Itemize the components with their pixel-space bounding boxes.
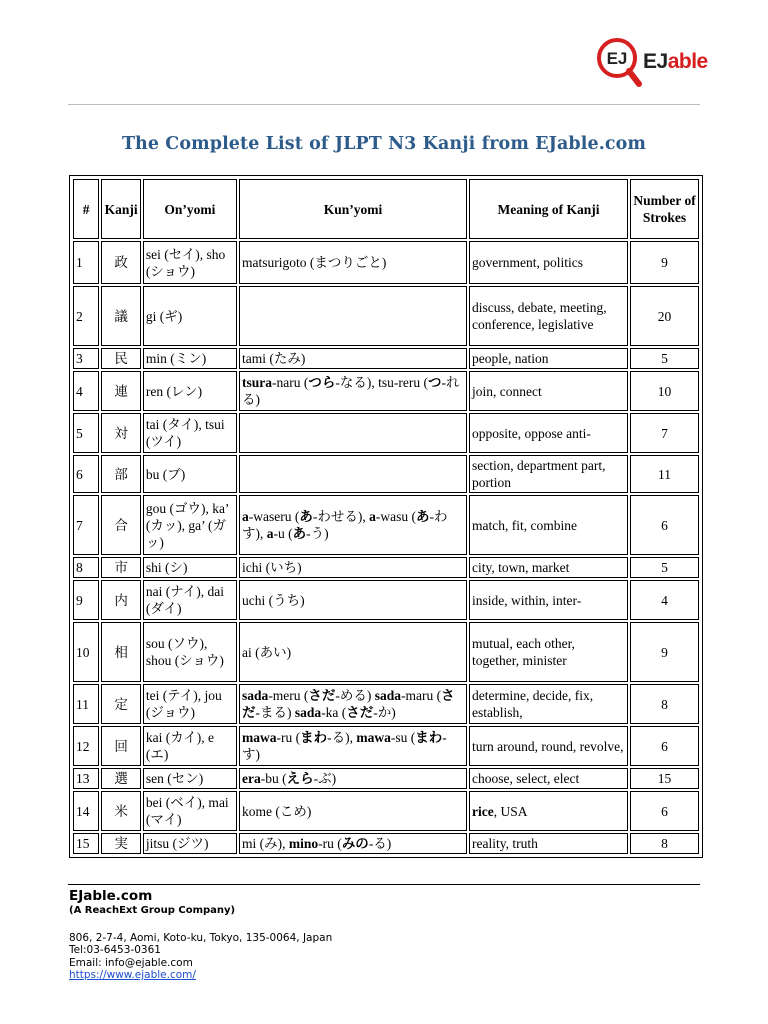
- cell-strokes: 5: [630, 557, 699, 578]
- cell-meaning: discuss, debate, meeting, conference, legislative: [469, 286, 628, 346]
- cell-onyomi: sen (セン): [143, 768, 237, 789]
- cell-meaning: city, town, market: [469, 557, 628, 578]
- cell-meaning: people, nation: [469, 348, 628, 369]
- table-row: [73, 580, 699, 620]
- table-row: [73, 684, 699, 724]
- table-row: [73, 791, 699, 831]
- cell-number: 15: [73, 833, 99, 854]
- cell-meaning: join, connect: [469, 371, 628, 411]
- cell-meaning: opposite, oppose anti-: [469, 413, 628, 453]
- cell-kunyomi: matsurigoto (まつりごと): [239, 241, 467, 284]
- col-kanji-header: Kanji: [101, 179, 141, 239]
- cell-strokes: 11: [630, 455, 699, 493]
- table-row: [73, 622, 699, 682]
- cell-number: 3: [73, 348, 99, 369]
- cell-onyomi: bu (ブ): [143, 455, 237, 493]
- cell-onyomi: nai (ナイ), dai (ダイ): [143, 580, 237, 620]
- cell-kanji: 部: [101, 455, 141, 493]
- cell-strokes: 6: [630, 495, 699, 555]
- cell-kunyomi: ai (あい): [239, 622, 467, 682]
- cell-meaning: choose, select, elect: [469, 768, 628, 789]
- cell-number: 11: [73, 684, 99, 724]
- cell-number: 14: [73, 791, 99, 831]
- cell-kunyomi: sada-meru (さだ-める) sada-maru (さだ-まる) sada-ka (さだ-か): [239, 684, 467, 724]
- table-row: [73, 495, 699, 555]
- cell-onyomi: sei (セイ), sho (ショウ): [143, 241, 237, 284]
- cell-kunyomi: tami (たみ): [239, 348, 467, 369]
- cell-strokes: 15: [630, 768, 699, 789]
- table-row: [73, 455, 699, 493]
- cell-number: 12: [73, 726, 99, 766]
- cell-meaning: mutual, each other, together, minister: [469, 622, 628, 682]
- table-row: [73, 557, 699, 578]
- kanji-table: [71, 177, 701, 856]
- footer-tel: Tel:03-6453-0361: [69, 944, 161, 956]
- page-title: The Complete List of JLPT N3 Kanji from EJable.com: [121, 134, 647, 154]
- cell-onyomi: sou (ソウ), shou (ショウ): [143, 622, 237, 682]
- cell-meaning: determine, decide, fix, establish,: [469, 684, 628, 724]
- footer-company: EJable.com: [69, 888, 153, 904]
- cell-number: 6: [73, 455, 99, 493]
- cell-number: 4: [73, 371, 99, 411]
- magnifier-logo-icon: [595, 36, 643, 88]
- logo-wordmark: EJable: [643, 50, 708, 73]
- cell-meaning: section, department part, portion: [469, 455, 628, 493]
- cell-kunyomi: kome (こめ): [239, 791, 467, 831]
- cell-strokes: 4: [630, 580, 699, 620]
- table-body: [73, 241, 699, 854]
- table-row: [73, 241, 699, 284]
- table-row: [73, 348, 699, 369]
- cell-kanji: 定: [101, 684, 141, 724]
- cell-kunyomi: tsura-naru (つら-なる), tsu-reru (つ-れる): [239, 371, 467, 411]
- ejable-logo[interactable]: [595, 36, 708, 86]
- table-row: [73, 413, 699, 453]
- cell-onyomi: min (ミン): [143, 348, 237, 369]
- cell-meaning: inside, within, inter-: [469, 580, 628, 620]
- cell-kunyomi: [239, 413, 467, 453]
- table-row: [73, 286, 699, 346]
- cell-onyomi: tai (タイ), tsui (ツイ): [143, 413, 237, 453]
- cell-kunyomi: [239, 455, 467, 493]
- footer-divider: [68, 884, 700, 885]
- cell-kunyomi: uchi (うち): [239, 580, 467, 620]
- cell-kanji: 選: [101, 768, 141, 789]
- cell-onyomi: bei (ベイ), mai (マイ): [143, 791, 237, 831]
- cell-number: 10: [73, 622, 99, 682]
- table-row: [73, 371, 699, 411]
- footer-email: Email: info@ejable.com: [69, 956, 193, 969]
- cell-kunyomi: ichi (いち): [239, 557, 467, 578]
- table-header-row: [73, 179, 699, 239]
- cell-number: 9: [73, 580, 99, 620]
- table-row: [73, 768, 699, 789]
- cell-kanji: 合: [101, 495, 141, 555]
- cell-number: 13: [73, 768, 99, 789]
- cell-meaning: match, fit, combine: [469, 495, 628, 555]
- footer-website-link[interactable]: https://www.ejable.com/: [69, 969, 196, 981]
- cell-strokes: 6: [630, 726, 699, 766]
- cell-kanji: 実: [101, 833, 141, 854]
- table-row: [73, 726, 699, 766]
- cell-number: 7: [73, 495, 99, 555]
- col-onyomi-header: On’yomi: [143, 179, 237, 239]
- cell-meaning: reality, truth: [469, 833, 628, 854]
- cell-strokes: 20: [630, 286, 699, 346]
- cell-strokes: 10: [630, 371, 699, 411]
- cell-kanji: 相: [101, 622, 141, 682]
- cell-meaning: turn around, round, revolve,: [469, 726, 628, 766]
- cell-onyomi: gi (ギ): [143, 286, 237, 346]
- cell-number: 1: [73, 241, 99, 284]
- col-kunyomi-header: Kun’yomi: [239, 179, 467, 239]
- cell-kanji: 政: [101, 241, 141, 284]
- cell-strokes: 7: [630, 413, 699, 453]
- cell-onyomi: jitsu (ジツ): [143, 833, 237, 854]
- cell-onyomi: gou (ゴウ), ka’ (カッ), ga’ (ガッ): [143, 495, 237, 555]
- cell-meaning: government, politics: [469, 241, 628, 284]
- cell-kunyomi: [239, 286, 467, 346]
- cell-meaning: rice, USA: [469, 791, 628, 831]
- svg-text:EJ: EJ: [606, 49, 628, 68]
- footer-address: 806, 2-7-4, Aomi, Koto-ku, Tokyo, 135-0064, Japan: [69, 931, 333, 944]
- cell-number: 2: [73, 286, 99, 346]
- table-row: [73, 833, 699, 854]
- cell-onyomi: ren (レン): [143, 371, 237, 411]
- cell-onyomi: kai (カイ), e (エ): [143, 726, 237, 766]
- cell-strokes: 9: [630, 241, 699, 284]
- cell-number: 8: [73, 557, 99, 578]
- cell-strokes: 8: [630, 684, 699, 724]
- cell-strokes: 5: [630, 348, 699, 369]
- cell-kanji: 議: [101, 286, 141, 346]
- cell-kanji: 米: [101, 791, 141, 831]
- cell-strokes: 6: [630, 791, 699, 831]
- cell-onyomi: shi (シ): [143, 557, 237, 578]
- cell-kanji: 連: [101, 371, 141, 411]
- cell-number: 5: [73, 413, 99, 453]
- footer-subtitle: (A ReachExt Group Company): [69, 905, 236, 916]
- kanji-table-frame: [69, 175, 703, 858]
- cell-kunyomi: mi (み), mino-ru (みの-る): [239, 833, 467, 854]
- col-strokes-header: Number of Strokes: [630, 179, 699, 239]
- cell-kanji: 内: [101, 580, 141, 620]
- header-divider: [68, 104, 700, 105]
- cell-strokes: 9: [630, 622, 699, 682]
- cell-onyomi: tei (テイ), jou (ジョウ): [143, 684, 237, 724]
- cell-kunyomi: mawa-ru (まわ-る), mawa-su (まわ-す): [239, 726, 467, 766]
- cell-kanji: 対: [101, 413, 141, 453]
- cell-kunyomi: a-waseru (あ-わせる), a-wasu (あ-わす), a-u (あ-う): [239, 495, 467, 555]
- col-meaning-header: Meaning of Kanji: [469, 179, 628, 239]
- footer: [69, 888, 332, 982]
- col-number-header: #: [73, 179, 99, 239]
- cell-kanji: 回: [101, 726, 141, 766]
- cell-kanji: 民: [101, 348, 141, 369]
- cell-kanji: 市: [101, 557, 141, 578]
- cell-strokes: 8: [630, 833, 699, 854]
- cell-kunyomi: era-bu (えら-ぶ): [239, 768, 467, 789]
